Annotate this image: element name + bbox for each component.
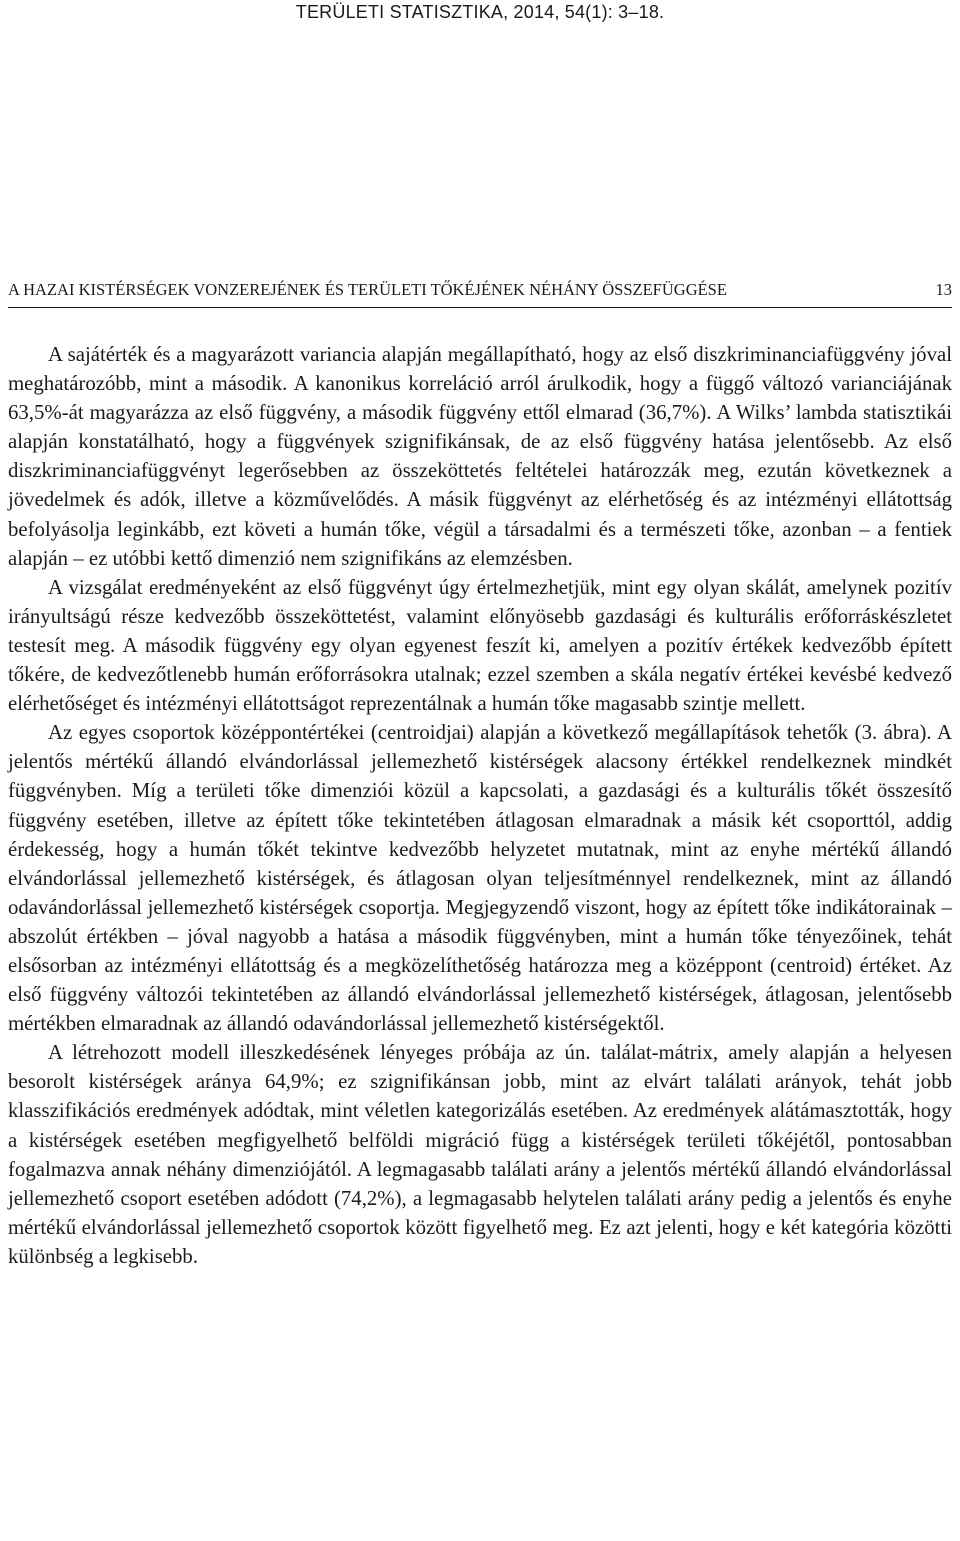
running-header [8, 280, 952, 308]
article-body [8, 340, 952, 1271]
paragraph: A vizsgálat eredményeként az első függvényt úgy értelmezhetjük, mint egy olyan skálát, amelynek pozitív irányultságú része kedvezőbb összeköttetést, valamint előnyösebb gazdasági és kulturális erőforráskészletet testesít meg. A második függvény egy olyan egyenest feszít ki, amelyen a pozitív értékek kedvezőbb épített tőkére, de kedvezőtlenebb humán erőforrásokra utalnak; ezzel szemben a skála negatív értékei kevésbé kedvező elérhetőséget és intézményi ellátottságot reprezentálnak a humán tőke magasabb szintje mellett. [8, 575, 952, 716]
paragraph: Az egyes csoportok középpontértékei (centroidjai) alapján a következő megállapítások tehetők (3. ábra). A jelentős mértékű állandó elvándorlással jellemezhető kistérségek alacsony értékkel rendelkeznek mindkét függvényben. Míg a területi tőke dimenziói közül a kapcsolati, a gazdasági és a kulturális tőkét összesítő függvény esetében, illetve az épített tőke tekintetében átlagosan elmaradnak a másik két csoporttól, addig érdekesség, hogy a humán tőkét tekintve kedvezőbb helyzetet mutatnak, mint az enyhe mértékű állandó elvándorlással jellemezhető kistérségek, és átlagosan olyan teljesítménnyel rendelkeznek, mint az állandó odavándorlással jellemezhető kistérségek csoportja. Megjegyzendő viszont, hogy az épített tőke indikátorainak – abszolút értékben – jóval nagyobb a hatása a második függvényben, mint a humán tőke tényezőinek, tehát elsősorban az intézményi ellátottság és a megközelíthetőség határozza meg a középpont (centroid) értéket. Az első függvény változói tekintetében az állandó elvándorlással jellemezhető kistérségek, átlagosan, jelentősebb mértékben elmaradnak az állandó odavándorlással jellemezhető kistérségektől. [8, 721, 952, 1036]
running-title: A HAZAI KISTÉRSÉGEK VONZEREJÉNEK ÉS TERÜLETI TŐKÉJÉNEK NÉHÁNY ÖSSZEFÜGGÉSE [8, 280, 727, 299]
page-number: 13 [935, 280, 952, 299]
paragraph: A létrehozott modell illeszkedésének lényeges próbája az ún. találat-mátrix, amely alapján a helyesen besorolt kistérségek aránya 64,9%; ez szignifikánsan jobb, mint az elvárt találati arányok, tehát jobb klasszifikációs eredmények adódtak, mint véletlen kategorizálás esetében. Az eredmények alátámasztották, hogy a kistérségek esetében megfigyelhető belföldi migráció függ a kistérségek területi tőkéjétől, pontosabban fogalmazva annak néhány dimenziójától. A legmagasabb találati arány a jelentős mértékű állandó elvándorlással jellemezhető csoport esetében adódott (74,2%), a legmagasabb helytelen találati arány pedig a jelentős és enyhe mértékű elvándorlással jellemezhető csoportok között figyelhető meg. Ez azt jelenti, hogy e két kategória közötti különbség a legkisebb. [8, 1041, 952, 1268]
journal-reference: TERÜLETI STATISZTIKA, 2014, 54(1): 3–18. [295, 2, 665, 22]
paragraph: A sajátérték és a magyarázott variancia alapján megállapítható, hogy az első diszkriminanciafüggvény jóval meghatározóbb, mint a második. A kanonikus korreláció arról árulkodik, hogy a függő változó varianciájának 63,5%-át magyarázza az első függvény, a második függvény ettől elmarad (36,7%). A Wilks’ lambda statisztikái alapján konstatálható, hogy a függvények szignifikánsak, de az első függvény hatása jelentősebb. Az első diszkriminanciafüggvényt legerősebben az összeköttetés feltételei határozzák meg, ezután következnek a jövedelmek és adók, illetve a közművelődés. A másik függvényt az elérhetőség és az intézményi ellátottság befolyásolja leginkább, ezt követi a humán tőke, végül a társadalmi és a természeti tőke, azonban – a fentiek alapján – ez utóbbi kettő dimenzió nem szignifikáns az elemzésben. [8, 343, 952, 570]
